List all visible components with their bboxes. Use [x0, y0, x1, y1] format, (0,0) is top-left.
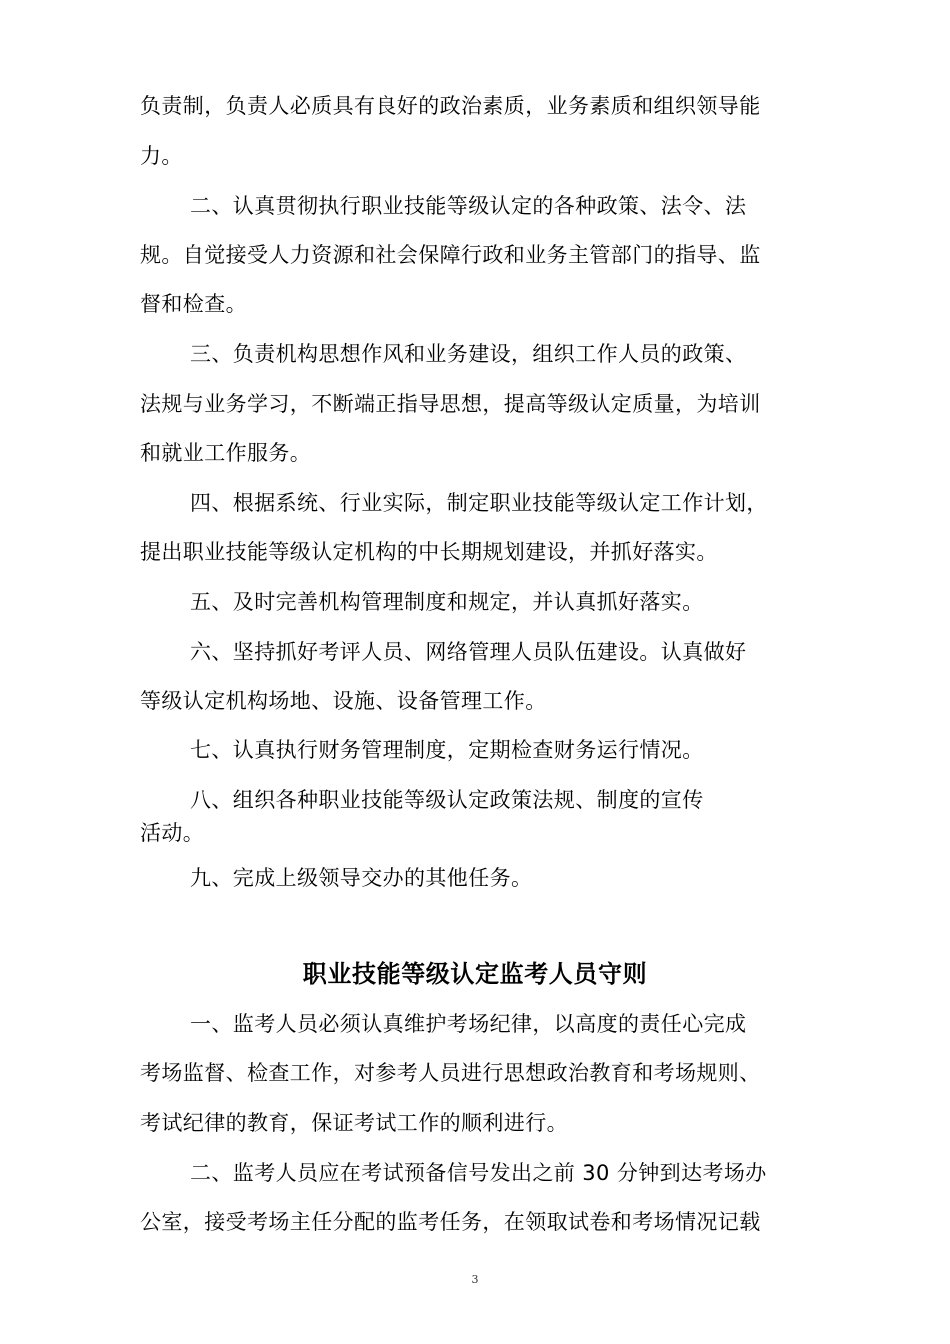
body-line-15: 八、组织各种职业技能等级认定政策法规、制度的宣传 [190, 788, 704, 812]
body-line-1: 负责制，负责人必质具有良好的政治素质，业务素质和组织领导能 [140, 94, 761, 118]
body-line-8: 和就业工作服务。 [140, 441, 312, 465]
body-line-9: 四、根据系统、行业实际，制定职业技能等级认定工作计划， [190, 491, 768, 515]
body-line-12: 六、坚持抓好考评人员、网络管理人员队伍建设。认真做好 [190, 640, 747, 664]
body-line-4: 规。自觉接受人力资源和社会保障行政和业务主管部门的指导、监 [140, 243, 761, 267]
section-line-4: 二、监考人员应在考试预备信号发出之前 30 分钟到达考场办 [190, 1161, 767, 1185]
body-line-16: 活动。 [140, 821, 205, 845]
body-line-3: 二、认真贯彻执行职业技能等级认定的各种政策、法令、法 [190, 194, 747, 218]
body-line-14: 七、认真执行财务管理制度，定期检查财务运行情况。 [190, 738, 704, 762]
body-line-2: 力。 [140, 144, 183, 168]
body-line-11: 五、及时完善机构管理制度和规定，并认真抓好落实。 [190, 590, 704, 614]
section-line-3: 考试纪律的教育，保证考试工作的顺利进行。 [140, 1111, 568, 1135]
body-line-5: 督和检查。 [140, 292, 247, 316]
section-line-1: 一、监考人员必须认真维护考场纪律，以高度的责任心完成 [190, 1012, 747, 1036]
body-line-6: 三、负责机构思想作风和业务建设，组织工作人员的政策、 [190, 342, 747, 366]
page-number: 3 [471, 1273, 479, 1286]
body-line-17: 九、完成上级领导交办的其他任务。 [190, 866, 533, 890]
body-line-13: 等级认定机构场地、设施、设备管理工作。 [140, 689, 547, 713]
section-title: 职业技能等级认定监考人员守则 [302, 960, 648, 988]
body-line-7: 法规与业务学习，不断端正指导思想，提高等级认定质量，为培训 [140, 392, 761, 416]
body-line-10: 提出职业技能等级认定机构的中长期规划建设，并抓好落实。 [140, 540, 718, 564]
section-line-2: 考场监督、检查工作，对参考人员进行思想政治教育和考场规则、 [140, 1061, 761, 1085]
section-line-5: 公室，接受考场主任分配的监考任务，在领取试卷和考场情况记载 [140, 1210, 761, 1234]
